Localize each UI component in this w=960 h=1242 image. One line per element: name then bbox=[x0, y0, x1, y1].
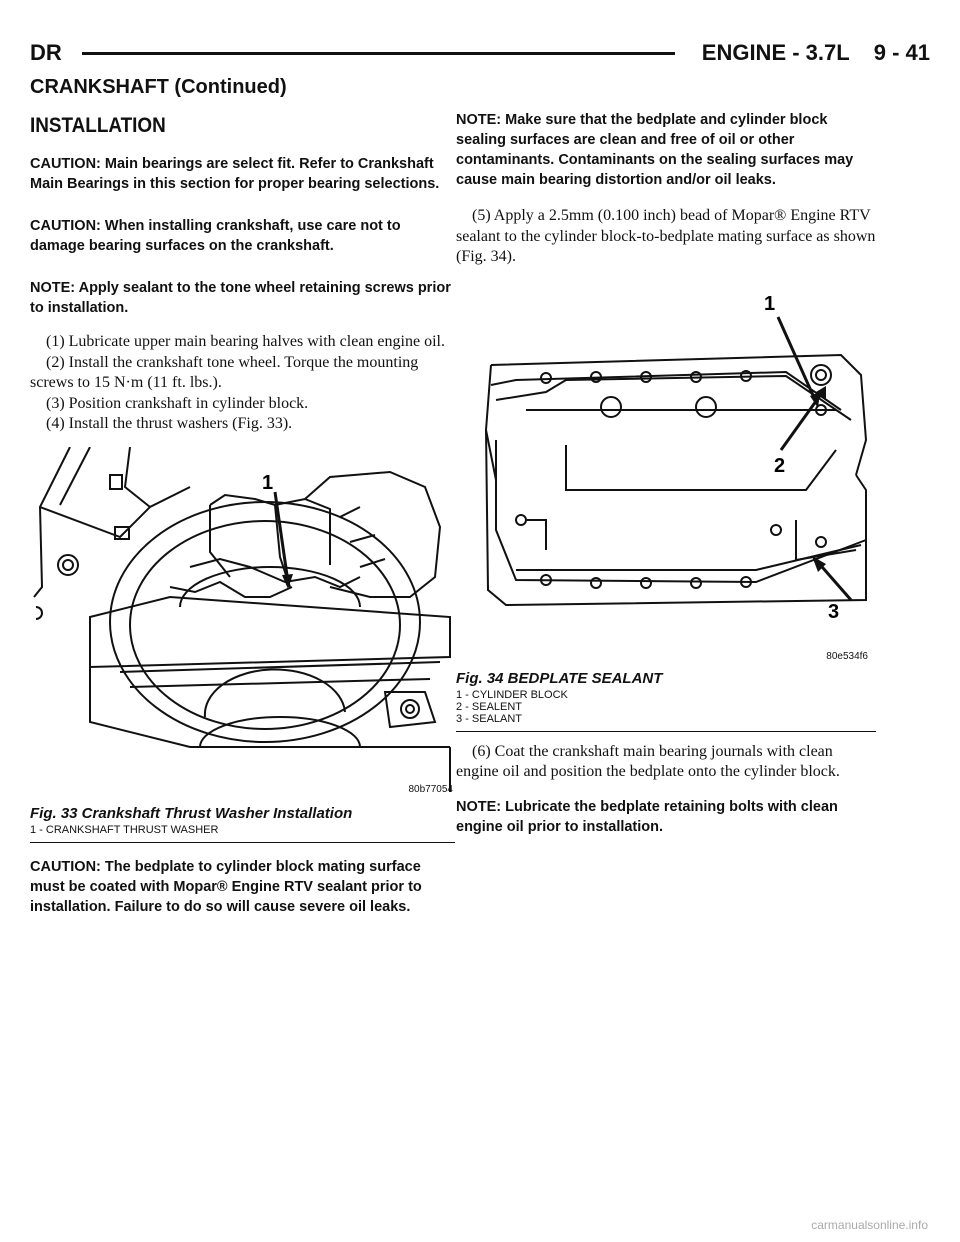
figure-34-callout-3: 3 bbox=[828, 600, 840, 623]
figure-34-legend-item-1: 1 - CYLINDER BLOCK bbox=[456, 688, 568, 701]
figure-34-callout-2: 2 bbox=[774, 454, 786, 477]
figure-34-code: 80e534f6 bbox=[826, 650, 868, 662]
page-header bbox=[30, 40, 930, 70]
caution-bearing-select: CAUTION: Main bearings are select fit. Refer to Crankshaft Main Bearings in this section for proper bearing selections. bbox=[30, 156, 440, 192]
caution-bearing-surfaces: CAUTION: When installing crankshaft, use care not to damage bearing surfaces on the crankshaft. bbox=[30, 218, 401, 254]
figure-33-legend-item: 1 - CRANKSHAFT THRUST WASHER bbox=[30, 823, 219, 836]
figure-33 bbox=[30, 447, 455, 799]
step-4: (4) Install the thrust washers (Fig. 33). bbox=[46, 415, 293, 432]
header-rule bbox=[82, 52, 675, 55]
figure-34-illustration bbox=[456, 280, 876, 670]
figure-33-illustration bbox=[30, 447, 455, 799]
step-5: (5) Apply a 2.5mm (0.100 inch) bead of Mopar® Engine RTV sealant to the cylinder block-to-bedplate mating surface as shown (Fig. 34). bbox=[456, 207, 876, 265]
right-column bbox=[456, 108, 876, 859]
section-title: INSTALLATION bbox=[30, 114, 166, 137]
figure-33-legend bbox=[30, 824, 455, 843]
note-clean-surfaces: NOTE: Make sure that the bedplate and cylinder block sealing surfaces are clean and free of oil or other contaminants. Contaminants on the sealing surfaces may cause main bearing distortion and/or oil leaks. bbox=[456, 112, 854, 188]
figure-34-legend-item-3: 3 - SEALANT bbox=[456, 712, 523, 725]
figure-33-callout-1: 1 bbox=[262, 471, 274, 494]
figure-33-code: 80b77054 bbox=[408, 783, 453, 795]
figure-34-legend bbox=[456, 689, 876, 732]
figure-34-legend-item-2: 2 - SEALENT bbox=[456, 700, 523, 713]
step-1: (1) Lubricate upper main bearing halves with clean engine oil. bbox=[46, 333, 445, 350]
continued-heading: CRANKSHAFT (Continued) bbox=[30, 76, 287, 98]
figure-34-caption: Fig. 34 BEDPLATE SEALANT bbox=[456, 669, 663, 687]
site-watermark: carmanualsonline.info bbox=[811, 1218, 928, 1232]
left-column bbox=[30, 108, 455, 939]
step-6: (6) Coat the crankshaft main bearing journals with clean engine oil and position the bedplate onto the cylinder block. bbox=[456, 742, 840, 780]
step-3: (3) Position crankshaft in cylinder block. bbox=[46, 394, 309, 412]
figure-33-caption: Fig. 33 Crankshaft Thrust Washer Installation bbox=[30, 804, 353, 822]
step-2: (2) Install the crankshaft tone wheel. Torque the mounting screws to 15 N·m (11 ft. lbs.). bbox=[30, 353, 419, 391]
note-bolt-lubrication: NOTE: Lubricate the bedplate retaining bolts with clean engine oil prior to installation. bbox=[456, 798, 838, 835]
note-tone-wheel: NOTE: Apply sealant to the tone wheel retaining screws prior to installation. bbox=[30, 280, 451, 316]
header-page-info: ENGINE - 3.7L 9 - 41 bbox=[701, 40, 930, 65]
figure-34 bbox=[456, 280, 876, 670]
figure-34-callout-1: 1 bbox=[764, 292, 776, 315]
caution-rtv-sealant: CAUTION: The bedplate to cylinder block mating surface must be coated with Mopar® Engine RTV sealant prior to installation. Failure to do so will cause severe oil leaks. bbox=[30, 858, 422, 915]
header-section-code: DR bbox=[30, 40, 62, 65]
